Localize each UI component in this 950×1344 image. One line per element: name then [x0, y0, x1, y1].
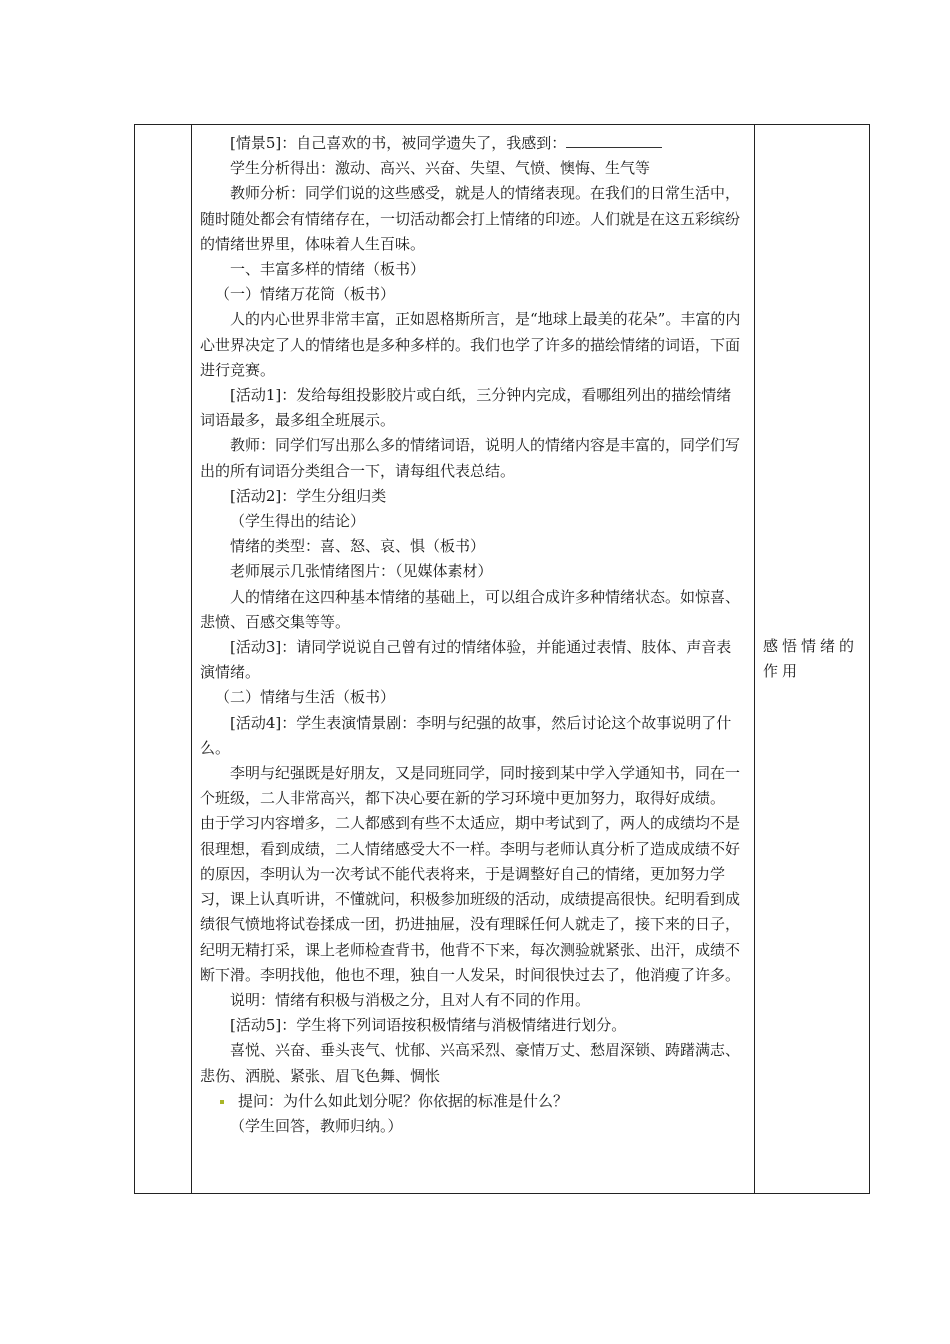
heading-section-1: 一、丰富多样的情绪（板书）	[230, 260, 426, 279]
teaching-content	[200, 131, 746, 1193]
paragraph-conclusion: （学生得出的结论）	[230, 512, 366, 531]
teaching-process-cell	[192, 125, 755, 1194]
design-intent-note: 感悟情绪的作用	[763, 637, 859, 680]
paragraph-scenario-5	[200, 131, 746, 156]
heading-subsection-2: （二）情绪与生活（板书）	[215, 688, 396, 707]
paragraph-student-answer: （学生回答，教师归纳。）	[230, 1116, 403, 1135]
heading-subsection-1: （一）情绪万花筒（板书）	[215, 285, 396, 304]
paragraph-pictures: 老师展示几张情绪图片：（见媒体素材）	[230, 562, 493, 581]
paragraph-activity-3: [活动3]：请同学说说自己曾有过的情绪体验，并能通过表情、肢体、声音表演情绪。	[200, 638, 732, 682]
paragraph-word-list: 喜悦、兴奋、垂头丧气、忧郁、兴高采烈、豪情万丈、愁眉深锁、踌躇满志、悲伤、洒脱、紧张、眉飞色舞、惆怅	[200, 1041, 741, 1085]
paragraph-explanation: 说明：情绪有积极与消极之分，且对人有不同的作用。	[230, 990, 591, 1009]
paragraph-teacher-analysis: 教师分析：同学们说的这些感受，就是人的情绪表现。在我们的日常生活中，随时随处都会有情绪存在，一切活动都会打上情绪的印迹。人们就是在这五彩缤纷的情绪世界里，体味着人生百味。	[200, 184, 741, 253]
paragraph-emotion-types: 情绪的类型：喜、怒、哀、惧（板书）	[230, 537, 486, 556]
design-intent-cell	[755, 125, 870, 1194]
paragraph-story-body: 由于学习内容增多，二人都感到有些不太适应，期中考试到了，两人的成绩均不是很理想，看到成绩，二人情绪感受大不一样。李明与老师认真分析了造成成绩不好的原因，李明认为一次考试不能代表将来，于是调整好自己的情绪，更加努力学习，课上认真听讲，不懂就问，积极参加班级的活动，成绩提高很快。纪明看到成绩很气愤地将试卷揉成一团，扔进抽屉，没有理睬任何人就走了，接下来的日子，纪明无精打采，课上老师检查背书，他背不下来，每次测验就紧张、出汗，成绩不断下滑。李明找他，他也不理，独自一人发呆，时间很快过去了，他消瘦了许多。	[200, 814, 741, 984]
paragraph-activity-1: [活动1]：发给每组投影胶片或白纸，三分钟内完成，看哪组列出的描绘情绪词语最多，最多组全班展示。	[200, 386, 732, 430]
paragraph-story-intro: 李明与纪强既是好朋友，又是同班同学，同时接到某中学入学通知书，同在一个班级，二人非常高兴，都下决心要在新的学习环境中更加努力，取得好成绩。	[200, 764, 741, 808]
paragraph-activity-5: [活动5]：学生将下列词语按积极情绪与消极情绪进行划分。	[230, 1016, 627, 1035]
paragraph-activity-2: [活动2]：学生分组归类	[230, 486, 387, 505]
left-blank-cell	[135, 125, 192, 1194]
paragraph-activity-4: [活动4]：学生表演情景剧：李明与纪强的故事，然后讨论这个故事说明了什么。	[200, 713, 732, 757]
fill-in-blank-line	[566, 133, 662, 148]
paragraph-student-analysis: 学生分析得出：激动、高兴、兴奋、失望、气愤、懊悔、生气等	[230, 159, 651, 178]
paragraph-text: [情景5]：自己喜欢的书，被同学遗失了，我感到：	[230, 134, 567, 152]
paragraph-question	[200, 1089, 746, 1114]
paragraph-combined-emotions: 人的情绪在这四种基本情绪的基础上，可以组合成许多种情绪状态。如惊喜、悲愤、百感交集等等。	[200, 587, 741, 631]
paragraph-inner-world: 人的内心世界非常丰富，正如恩格斯所言，是“地球上最美的花朵”。丰富的内心世界决定了人的情绪也是多种多样的。我们也学了许多的描绘情绪的词语，下面进行竞赛。	[200, 310, 741, 379]
paragraph-text: 提问：为什么如此划分呢？你依据的标准是什么？	[238, 1091, 569, 1110]
lesson-plan-table	[134, 124, 870, 1194]
bullet-marker-icon	[220, 1100, 224, 1104]
table-row	[135, 125, 870, 1194]
paragraph-teacher-note: 教师：同学们写出那么多的情绪词语，说明人的情绪内容是丰富的，同学们写出的所有词语分类组合一下，请每组代表总结。	[200, 436, 741, 480]
